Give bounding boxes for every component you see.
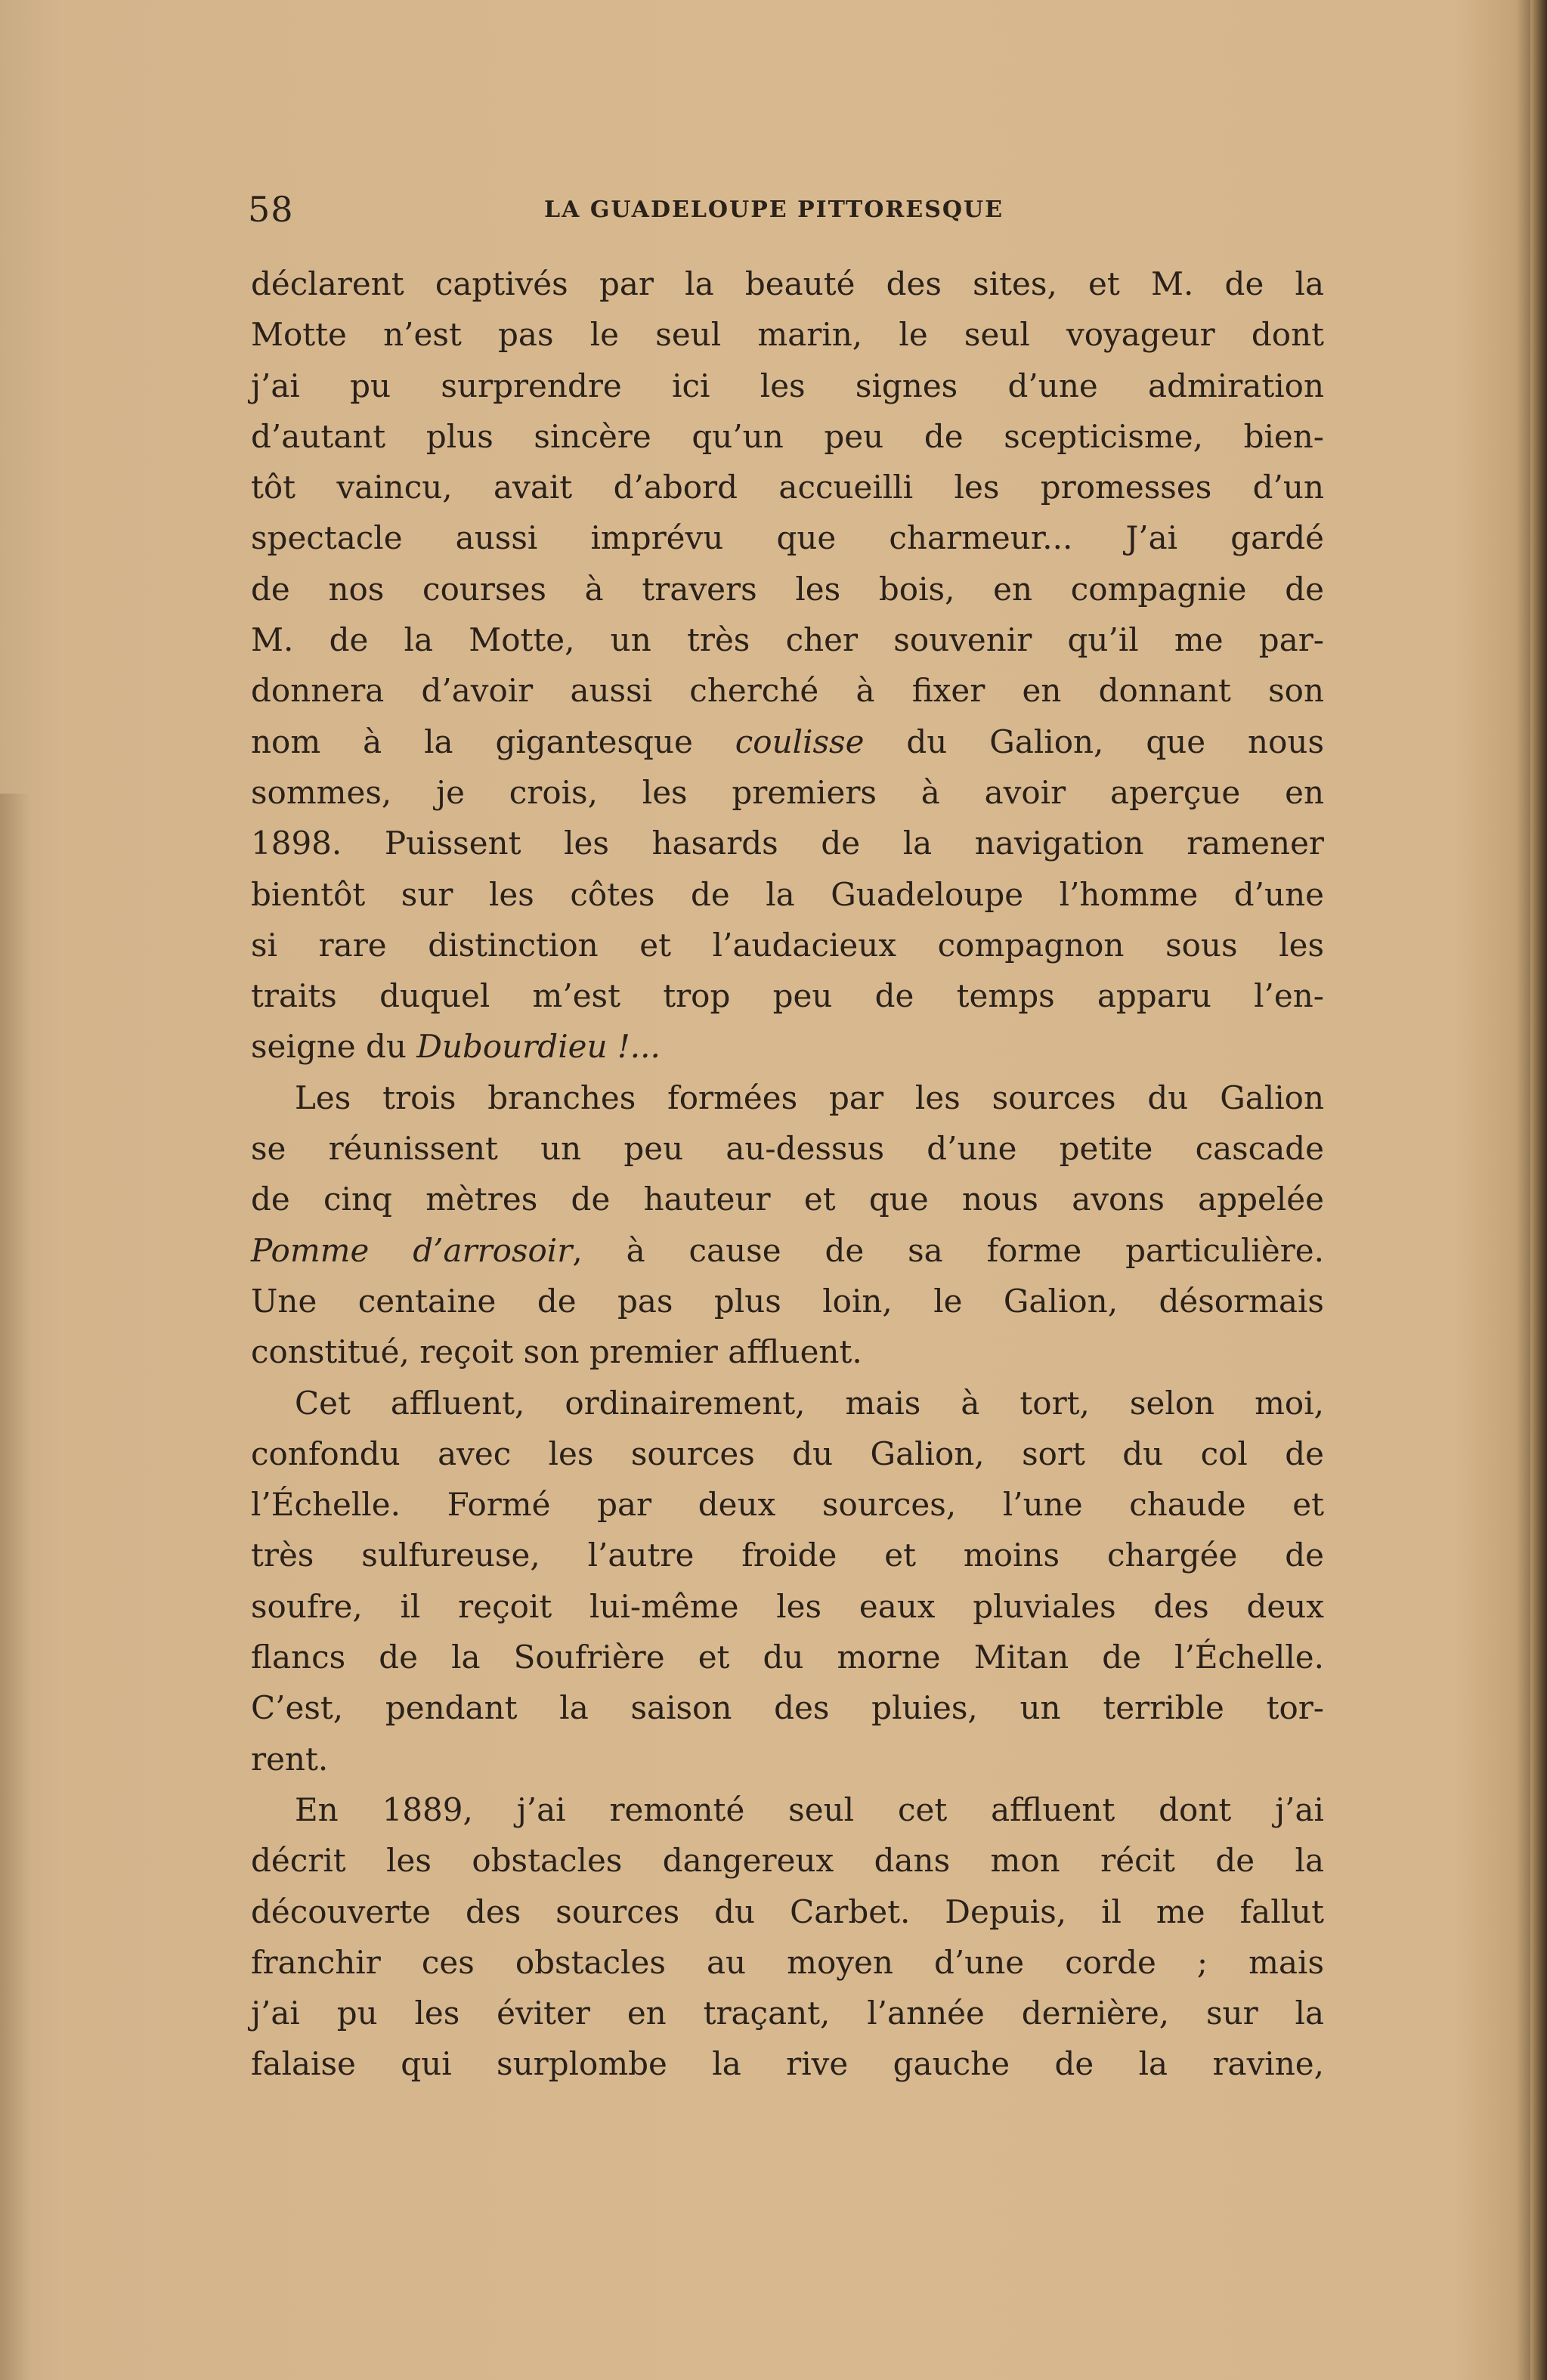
- text-line: [251, 869, 1324, 920]
- text-segment: traits duquel m’est trop peu de temps apparu l’en-: [251, 977, 1324, 1015]
- text-line: [251, 462, 1324, 512]
- text-segment: Une centaine de pas plus loin, le Galion, désormais: [251, 1282, 1324, 1320]
- text-line: [251, 564, 1324, 614]
- text-segment: donnera d’avoir aussi cherché à fixer en donnant son: [251, 672, 1324, 710]
- text-line: [251, 1988, 1324, 2038]
- text-segment: Les trois branches formées par les sources du Galion: [295, 1079, 1324, 1116]
- text-segment: M. de la Motte, un très cher souvenir qu’il me par-: [251, 621, 1324, 659]
- text-line: [251, 2038, 1324, 2089]
- text-segment: En 1889, j’ai remonté seul cet affluent dont j’ai: [295, 1790, 1324, 1828]
- text-segment: du Galion, que nous: [864, 723, 1324, 760]
- text-line: [251, 1123, 1324, 1174]
- text-line: [251, 665, 1324, 716]
- text-line: [251, 1835, 1324, 1886]
- text-segment: C’est, pendant la saison des pluies, un terrible tor-: [251, 1689, 1324, 1727]
- text-segment: soufre, il reçoit lui-même les eaux pluviales des deux: [251, 1587, 1324, 1625]
- text-line: [251, 1225, 1324, 1276]
- text-line: [251, 1276, 1324, 1326]
- text-line: [251, 258, 1324, 309]
- text-segment: spectacle aussi imprévu que charmeur... J’ai gardé: [251, 519, 1324, 557]
- text-segment: l’Échelle. Formé par deux sources, l’une chaude et: [251, 1486, 1324, 1524]
- text-segment: Cet affluent, ordinairement, mais à tort, selon moi,: [295, 1384, 1324, 1422]
- text-line: [251, 716, 1324, 767]
- italic-text: coulisse: [735, 723, 865, 760]
- text-line: [251, 1937, 1324, 1988]
- page-number: 58: [248, 189, 294, 230]
- text-line: [251, 1428, 1324, 1479]
- body-text: [251, 258, 1324, 2090]
- page-edge: [1530, 0, 1547, 2380]
- text-segment: j’ai pu surprendre ici les signes d’une admiration: [251, 367, 1324, 404]
- text-line: [251, 1021, 1324, 1072]
- text-line: [251, 767, 1324, 818]
- text-line: [251, 411, 1324, 462]
- text-segment: nom à la gigantesque: [251, 723, 735, 760]
- text-line: [251, 970, 1324, 1021]
- text-line: [251, 920, 1324, 970]
- text-segment: franchir ces obstacles au moyen d’une corde ; mais: [251, 1943, 1324, 1981]
- text-segment: falaise qui surplombe la rive gauche de la ravine,: [251, 2045, 1324, 2083]
- text-segment: si rare distinction et l’audacieux compagnon sous les: [251, 926, 1324, 964]
- text-line: [251, 512, 1324, 563]
- text-segment: j’ai pu les éviter en traçant, l’année dernière, sur la: [251, 1995, 1324, 2032]
- text-segment: flancs de la Soufrière et du morne Mitan de l’Échelle.: [251, 1639, 1324, 1676]
- text-line: [251, 1734, 1324, 1784]
- text-segment: , à cause de sa forme particulière.: [572, 1231, 1324, 1269]
- text-line: [251, 1886, 1324, 1937]
- text-line: [251, 1581, 1324, 1632]
- text-line: [251, 1072, 1324, 1123]
- text-segment: seigne du: [251, 1028, 417, 1066]
- text-segment: sommes, je crois, les premiers à avoir aperçue en: [251, 773, 1324, 811]
- text-segment: découverte des sources du Carbet. Depuis, il me fallut: [251, 1893, 1324, 1930]
- text-segment: 1898. Puissent les hasards de la navigation ramener: [251, 825, 1324, 862]
- page-header: [248, 189, 1329, 234]
- text-segment: très sulfureuse, l’autre froide et moins chargée de: [251, 1537, 1324, 1574]
- text-segment: se réunissent un peu au-dessus d’une petite cascade: [251, 1130, 1324, 1168]
- text-segment: rent.: [251, 1740, 329, 1778]
- text-line: [251, 614, 1324, 665]
- text-line: [251, 1326, 1324, 1377]
- text-segment: tôt vaincu, avait d’abord accueilli les promesses d’un: [251, 469, 1324, 506]
- text-segment: constitué, reçoit son premier affluent.: [251, 1333, 862, 1371]
- text-line: [251, 1479, 1324, 1530]
- text-segment: déclarent captivés par la beauté des sites, et M. de la: [251, 265, 1324, 302]
- text-segment: de nos courses à travers les bois, en compagnie de: [251, 570, 1324, 608]
- text-line: [251, 1682, 1324, 1733]
- text-line: [251, 1174, 1324, 1224]
- text-segment: d’autant plus sincère qu’un peu de scepticisme, bien-: [251, 417, 1324, 455]
- text-line: [251, 1784, 1324, 1835]
- text-segment: décrit les obstacles dangereux dans mon récit de la: [251, 1842, 1324, 1880]
- italic-text: Dubourdieu !...: [416, 1028, 661, 1066]
- text-line: [251, 361, 1324, 411]
- text-segment: Motte n’est pas le seul marin, le seul voyageur dont: [251, 316, 1324, 354]
- text-line: [251, 1530, 1324, 1580]
- text-line: [251, 1378, 1324, 1428]
- text-segment: confondu avec les sources du Galion, sort du col de: [251, 1434, 1324, 1472]
- text-segment: de cinq mètres de hauteur et que nous avons appelée: [251, 1181, 1324, 1218]
- text-line: [251, 818, 1324, 868]
- text-line: [251, 1632, 1324, 1682]
- text-line: [251, 309, 1324, 360]
- page-stain: [0, 794, 30, 2380]
- text-segment: bientôt sur les côtes de la Guadeloupe l’homme d’une: [251, 875, 1324, 913]
- running-head: LA GUADELOUPE PITTORESQUE: [544, 197, 1004, 223]
- italic-text: Pomme d’arrosoir: [251, 1231, 573, 1269]
